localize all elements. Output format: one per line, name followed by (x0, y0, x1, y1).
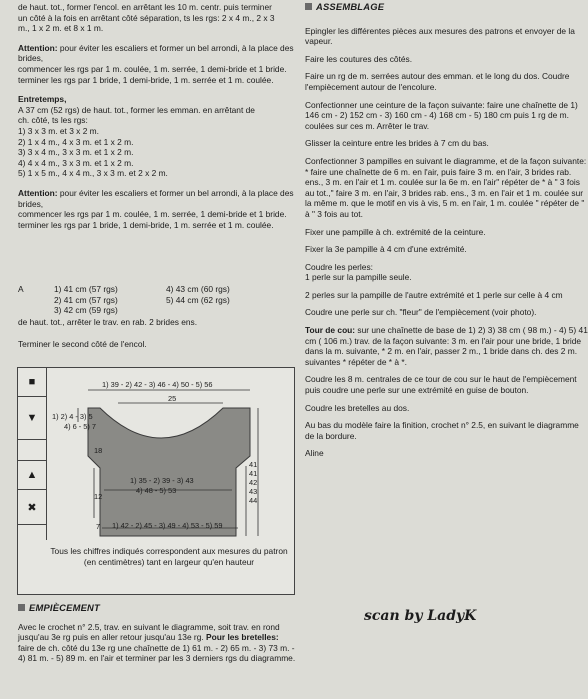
scan-credit: scan by LadyK (364, 608, 477, 624)
sizes-label: A (18, 284, 24, 294)
entretemps-title: Entretemps, (18, 94, 67, 105)
assemblage-paragraph: Au bas du modèle faire la finition, crochet n° 2.5, en suivant le diagramme de la bordure. (305, 420, 579, 441)
assemblage-paragraph: Faire les coutures des côtés. (305, 53, 413, 64)
attention-paragraph-2 (18, 188, 296, 230)
empiecement-line: Avec le crochet n° 2.5, trav. en suivant le diagramme, soit trav. en (18, 621, 261, 632)
right-height-label: 43 (249, 487, 258, 496)
assemblage-paragraph: Coudre les 8 m. centrales de ce tour de cou sur le haut de l'empiècement puis coudre une perle sur une extrémité en guise de bouton. (305, 374, 577, 396)
legend-up-triangle-icon: ▲ (18, 461, 46, 490)
assemblage-heading (305, 2, 588, 13)
perles-line: 1 perle sur la pampille seule. (305, 272, 412, 283)
assemblage-paragraph: Epingler les différentes pièces aux mesures des patrons et envoyer de la vapeur. (305, 25, 575, 47)
attention-paragraph-1 (18, 43, 296, 85)
assemblage-paragraph: Confectionner une ceinture de la façon suivante: faire une chaînette de 1) 146 cm - 2) 152 cm - 3) 160 cm - 4) 168 cm - 5) 180 cm puis 1 rg de m. coulées sur ces m. Arrêter le trav. (305, 99, 578, 131)
size-item: 1) 41 cm (57 rgs) (54, 284, 118, 294)
legend-square-icon: ■ (18, 368, 46, 397)
intro-line: m., 1 x 2 m. et 8 x 1 m. (18, 23, 104, 34)
attention-text: pour éviter les escaliers et former un bel arrondi, à la place des brides, (18, 187, 294, 209)
tour-de-cou-paragraph (305, 325, 588, 367)
mid-width-label: 1) 35 - 2) 39 - 3) 43 (130, 476, 194, 485)
left-column (18, 2, 296, 237)
assemblage-paragraph: 2 perles sur la pampille de l'autre extrémité et 1 perle sur celle à 4 cm (305, 289, 563, 300)
size-item: 4) 43 cm (60 rgs) (166, 284, 230, 294)
bottom-width-label: 1) 42 - 2) 45 - 3) 49 - 4) 53 - 5) 59 (112, 521, 223, 530)
entretemps-paragraph (18, 94, 296, 179)
legend-down-triangle-icon: ▼ (18, 397, 46, 440)
assemblage-paragraph (305, 262, 588, 283)
sizes-block (18, 284, 296, 349)
author-signature: Aline (305, 448, 324, 459)
assemblage-paragraph: Fixer la 3e pampille à 4 cm d'une extrémité. (305, 244, 467, 255)
empiecement-text (18, 622, 296, 664)
height-18-label: 18 (94, 446, 103, 455)
entretemps-line: 5) 1 x 5 m., 4 x 4 m., 3 x 3 m. et 2 x 2 m. (18, 168, 168, 179)
empiecement-heading (18, 603, 296, 614)
entretemps-line: 1) 3 x 3 m. et 3 x 2 m. (18, 125, 99, 136)
height-7-label: 7 (96, 522, 101, 531)
right-height-label: 41 (249, 469, 258, 478)
assemblage-paragraph: * faire une chaînette de 6 m. en l'air, puis faire 3 m. en l'air, 3 brides rab. ens., 3 m. en l'air et 1 m. coulée sur la 6e m. en l'air" répéter de * à " 3 fois au tot.," faire 3 m. en l'air, 3 brides rab. ens., 3 m. en l'air et 1 m. coulée sur la même m. que le motif en vis à vis, 5 m. en l'air, 1 m. coulée " répéter de " à " 3 fois au tot. (305, 166, 585, 219)
intro-line: de haut. tot., former l'encol. en arrêtant les 10 m. centr. puis terminer (18, 2, 272, 12)
attention-line: commencer les rgs par 1 m. coulée, 1 m. serrée, 1 demi-bride et 1 bride. (18, 63, 287, 74)
size-item: 3) 42 cm (59 rgs) (54, 305, 118, 316)
assemblage-paragraph: Glisser la ceinture entre les brides à 7 cm du bas. (305, 138, 489, 149)
assemblage-paragraph: Coudre les bretelles au dos. (305, 402, 410, 413)
section-marker-icon (305, 3, 312, 10)
empiecement-section (18, 603, 296, 664)
attention-line: terminer les rgs par 1 bride, 1 demi-bride, 1 m. serrée et 1 m. coulée. (18, 74, 274, 85)
bretelles-label: Pour les bretelles: (206, 632, 279, 643)
mid-width-label-2: 4) 48 - 5) 53 (136, 486, 177, 495)
section-marker-icon (18, 604, 25, 611)
intro-paragraph (18, 2, 296, 34)
entretemps-line: ch. côté, ts les rgs: (18, 115, 88, 126)
assemblage-paragraph: Confectionner 3 pampilles en suivant le diagramme, et de la façon suivante: (305, 155, 587, 166)
sizes-after: de haut. tot., arrêter le trav. en rab. 2 brides ens. (18, 317, 198, 327)
intro-line: un côté à la fois en arrêtant côté séparation, ts les rgs: 2 x 4 m., 2 x 3 (18, 12, 275, 23)
finish-collar: Terminer le second côté de l'encol. (18, 338, 147, 349)
size-item: 2) 41 cm (57 rgs) (54, 294, 118, 305)
size-item: 5) 44 cm (62 rgs) (166, 294, 230, 305)
assemblage-paragraph: Faire un rg de m. serrées autour des emman. et le long du dos. Coudre l'empiècement autour de l'encolure. (305, 71, 570, 92)
attention-line: terminer les rgs par 1 bride, 1 demi-bride, 1 m. serrée et 1 m. coulée. (18, 219, 274, 230)
assemblage-paragraph: Fixer une pampille à ch. extrémité de la ceinture. (305, 226, 486, 237)
pattern-diagram (17, 367, 295, 595)
entretemps-line: 3) 3 x 4 m., 3 x 3 m. et 1 x 2 m. (18, 147, 134, 158)
attention-label: Attention: (18, 42, 58, 53)
neck-width-label: 25 (168, 394, 177, 403)
entretemps-line: A 37 cm (52 rgs) de haut. tot., former les emman. en arrêtant de (18, 104, 255, 115)
attention-text: pour éviter les escaliers et former un bel arrondi, à la place des brides, (18, 42, 294, 64)
diagram-note: Tous les chiffres indiqués correspondent aux mesures du patron (en centimètres) tant en largeur qu'en hauteur (50, 546, 288, 567)
perles-title: Coudre les perles: (305, 261, 373, 272)
legend-cross-icon: ✖ (18, 490, 46, 525)
bretelles-text: faire de ch. côté du 13e rg une chaînette de 1) 61 m. - 2) 65 m. - 3) 73 m. - 4) 81 m. - 5) 89 m. en l'air et terminer par les 3 derniers rgs du diagramme. (18, 642, 296, 664)
shoulder-label-2: 4) 6 - 5) 7 (64, 422, 97, 431)
right-height-label: 44 (249, 496, 258, 505)
attention-line: commencer les rgs par 1 m. coulée, 1 m. serrée, 1 demi-bride et 1 bride. (18, 209, 287, 220)
garment-body (88, 408, 250, 536)
shoulder-label: 1) 2) 4 - 3) 5 (52, 412, 93, 421)
top-width-label: 1) 39 - 2) 42 - 3) 46 - 4) 50 - 5) 56 (102, 380, 213, 389)
entretemps-line: 4) 4 x 4 m., 3 x 3 m. et 1 x 2 m. (18, 157, 134, 168)
assemblage-title: ASSEMBLAGE (316, 2, 385, 12)
empiecement-line: rond jusqu'au 3e rg puis en aller retour jusqu'au 13e rg. (18, 621, 280, 643)
tour-de-cou-label: Tour de cou: (305, 325, 356, 336)
attention-label: Attention: (18, 187, 58, 198)
right-height-label: 42 (249, 478, 258, 487)
right-height-label: 41 (249, 460, 258, 469)
assemblage-paragraph: Coudre une perle sur ch. "fleur" de l'empiècement (voir photo). (305, 307, 537, 318)
height-12-label: 12 (94, 492, 103, 501)
empiecement-title: EMPIÈCEMENT (29, 602, 100, 613)
entretemps-line: 2) 1 x 4 m., 4 x 3 m. et 1 x 2 m. (18, 136, 134, 147)
right-column (305, 2, 588, 466)
tour-de-cou-text: sur une chaînette de base de 1) 2) 3) 38 cm ( 98 m.) - 4) 5) 41 cm ( 106 m.) trav. de la façon suivante: 3 m. en l'air pour une bride, 1 bride dans la m. suivante, * 2 m. en l'air, passer 2 m., 1 bride dans ch. des 2 m. suivantes * répéter de * à *. (305, 325, 588, 367)
